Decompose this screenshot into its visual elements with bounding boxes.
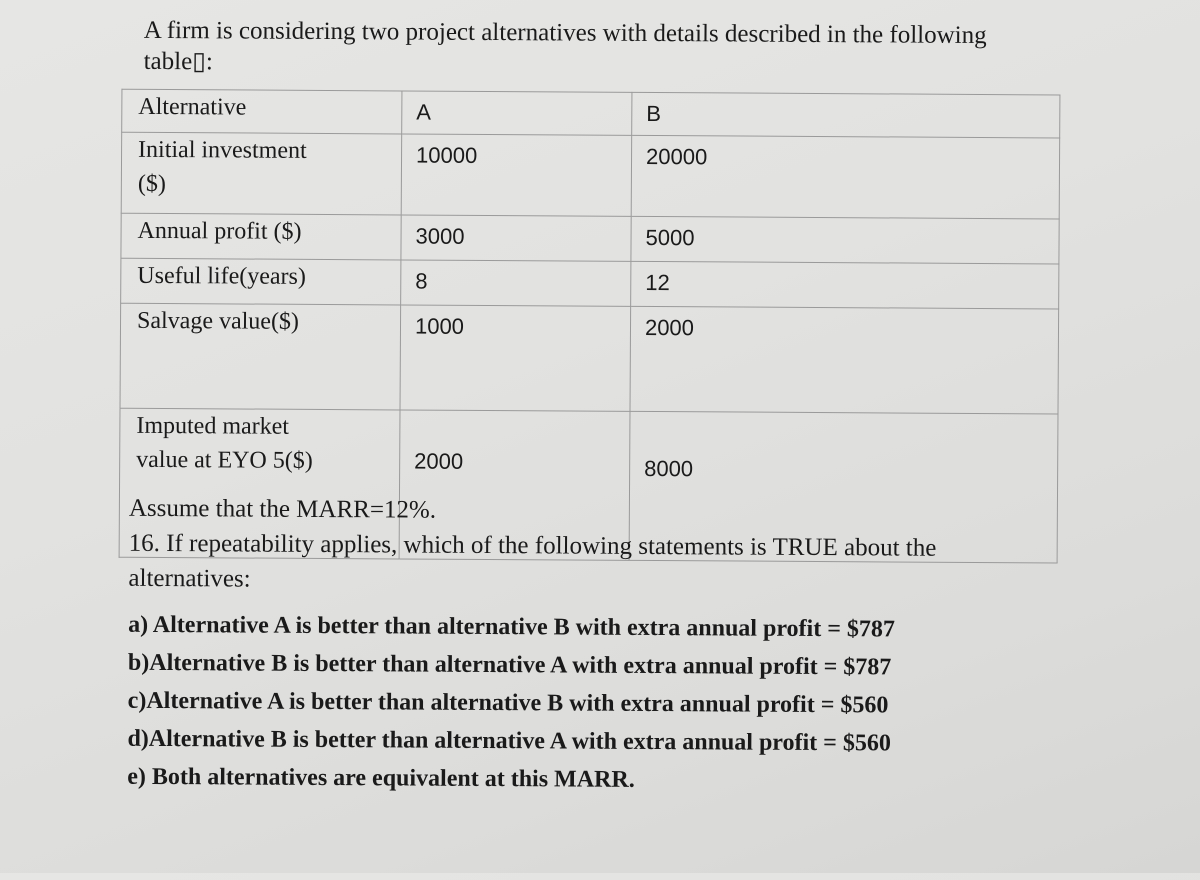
- answer-options: [127, 606, 1128, 802]
- option-d: d)Alternative B is better than alternative A with extra annual profit = $560: [127, 725, 891, 757]
- header-label: Alternative: [122, 89, 402, 134]
- row-label-line-2: value at EYO 5($): [136, 446, 313, 474]
- cell-a: 2000: [399, 410, 630, 560]
- intro-text: [144, 15, 1154, 83]
- cell-b: 2000: [630, 306, 1059, 414]
- intro-line-1: A firm is considering two project alternatives with details described in the following: [143, 16, 987, 50]
- row-label-line-1: Imputed market: [136, 412, 290, 440]
- table-header-row: [122, 89, 1060, 138]
- row-label-line-1: Initial investment: [138, 136, 307, 164]
- table-row: [121, 258, 1059, 309]
- assumption-text: Assume that the MARR=12%.: [128, 494, 437, 524]
- intro-line-2: table▯:: [143, 47, 214, 76]
- row-label-line-2: ($): [137, 170, 166, 198]
- cell-a: 10000: [401, 134, 631, 216]
- row-label: [121, 132, 401, 215]
- table-row: [120, 303, 1059, 414]
- row-label: Salvage value($): [120, 303, 401, 410]
- option-c: c)Alternative A is better than alternative B with extra annual profit = $560: [127, 687, 889, 719]
- option-e: e) Both alternatives are equivalent at this MARR.: [127, 763, 635, 793]
- option-b: b)Alternative B is better than alternative A with extra annual profit = $787: [127, 649, 892, 681]
- table-row: [121, 213, 1059, 264]
- header-b: B: [632, 92, 1060, 138]
- header-a: A: [402, 91, 632, 135]
- question-line-2: alternatives:: [128, 564, 251, 593]
- option-a: a) Alternative A is better than alternative B with extra annual profit = $787: [128, 611, 895, 643]
- row-label: Annual profit ($): [121, 213, 401, 260]
- question-line-1: 16. If repeatability applies, which of the following statements is TRUE about the: [128, 529, 937, 562]
- cell-b: 5000: [631, 216, 1059, 264]
- cell-b: 20000: [631, 135, 1059, 219]
- cell-a: 8: [401, 260, 631, 306]
- cell-a: 1000: [400, 305, 631, 411]
- row-label: Useful life(years): [121, 258, 401, 305]
- cell-b: 12: [631, 261, 1059, 309]
- cell-a: 3000: [401, 215, 631, 261]
- question-block: [128, 491, 1129, 602]
- cell-b: 8000: [629, 411, 1058, 563]
- table-row: [121, 132, 1059, 219]
